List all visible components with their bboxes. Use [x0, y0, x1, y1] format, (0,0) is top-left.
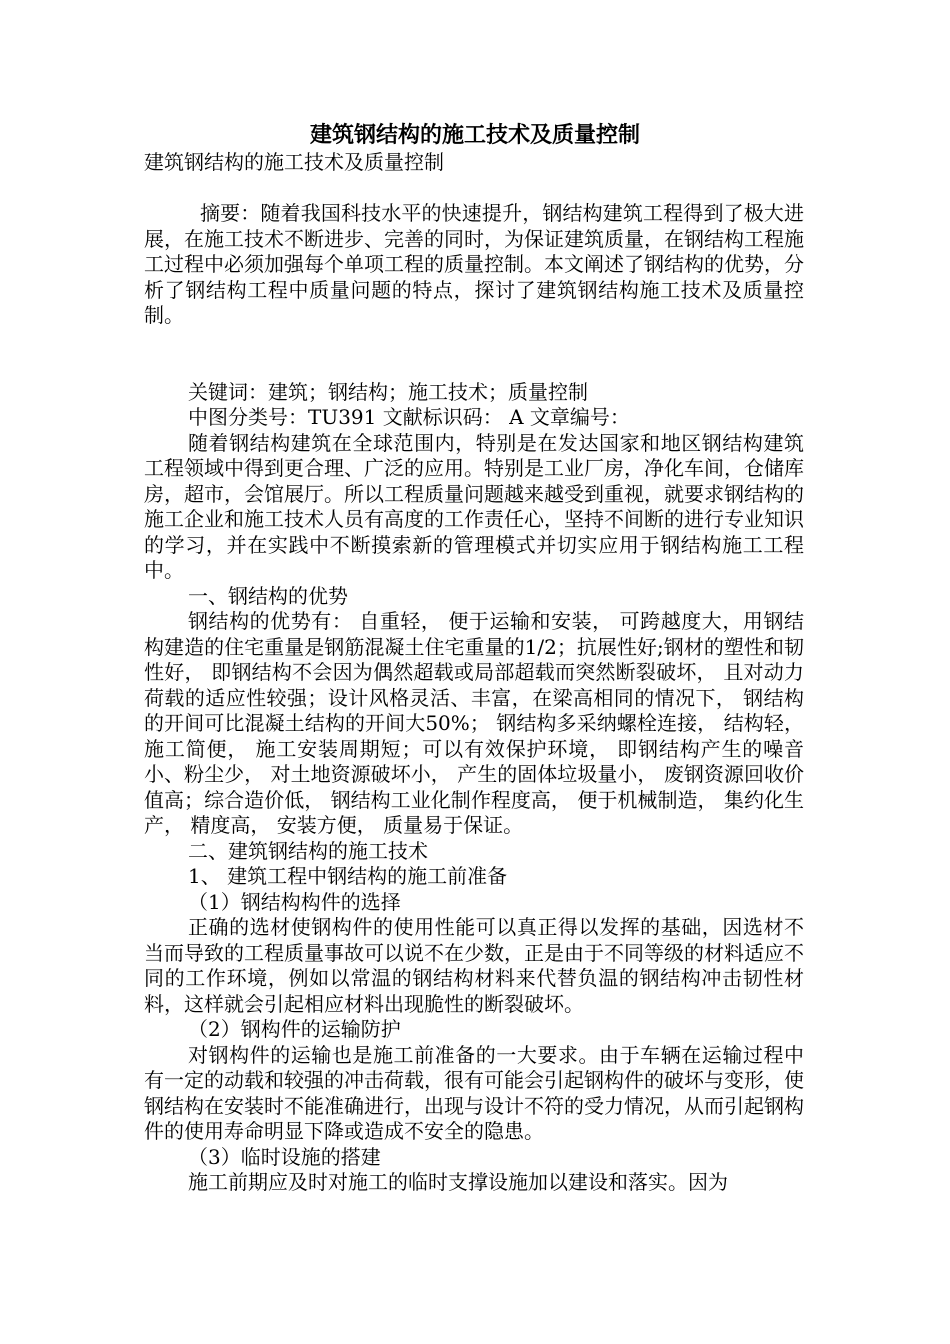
spacer: [144, 176, 804, 202]
spacer: [144, 329, 804, 355]
intro-paragraph: 随着钢结构建筑在全球范围内，特别是在发达国家和地区钢结构建筑工程领域中得到更合理、广泛的应用。特别是工业厂房，净化车间，仓储库房，超市，会馆展厅。所以工程质量问题越来越受到重视，就要求钢结构的施工企业和施工技术人员有高度的工作责任心，坚持不间断的进行专业知识的学习，并在实践中不断摸索新的管理模式并切实应用于钢结构施工工程中。: [144, 430, 804, 582]
document-body: [144, 150, 804, 1196]
section-1-paragraph: 钢结构的优势有： 自重轻， 便于运输和安装， 可跨越度大，用钢结构建造的住宅重量是钢筋混凝土住宅重量的1/2；抗展性好;钢材的塑性和韧性好， 即钢结构不会因为偶然超载或局部超载而突然断裂破坏， 且对动力荷载的适应性较强；设计风格灵活、丰富，在梁高相同的情况下， 钢结构的开间可比混凝土结构的开间大50%； 钢结构多采纳螺栓连接， 结构轻，施工简便， 施工安装周期短；可以有效保护环境， 即钢结构产生的噪音小、粉尘少， 对土地资源破坏小， 产生的固体垃圾量小， 废钢资源回收价值高；综合造价低， 钢结构工业化制作程度高， 便于机械制造， 集约化生产， 精度高， 安装方便， 质量易于保证。: [144, 609, 804, 837]
item-heading-1: （1）钢结构构件的选择: [188, 889, 401, 914]
abstract-paragraph: 摘要：随着我国科技水平的快速提升，钢结构建筑工程得到了极大进展，在施工技术不断进步、完善的同时，为保证建筑质量，在钢结构工程施工过程中必须加强每个单项工程的质量控制。本文阐述了钢结构的优势，分析了钢结构工程中质量问题的特点，探讨了建筑钢结构施工技术及质量控制。: [144, 201, 804, 327]
section-heading-1: 一、钢结构的优势: [188, 583, 348, 608]
classification-line: 中图分类号：TU391 文献标识码： A 文章编号：: [188, 405, 630, 429]
document-title: 建筑钢结构的施工技术及质量控制: [309, 123, 640, 148]
item-3-paragraph: 施工前期应及时对施工的临时支撑设施加以建设和落实。因为: [188, 1170, 728, 1194]
document-subtitle: 建筑钢结构的施工技术及质量控制: [144, 150, 444, 174]
spacer: [144, 354, 804, 380]
keywords-line: 关键词：建筑；钢结构；施工技术；质量控制: [188, 379, 588, 404]
section-heading-2: 二、建筑钢结构的施工技术: [188, 838, 428, 863]
item-heading-3: （3）临时设施的搭建: [188, 1144, 381, 1169]
item-1-paragraph: 正确的选材使钢构件的使用性能可以真正得以发挥的基础，因选材不当而导致的工程质量事故可以说不在少数，正是由于不同等级的材料适应不同的工作环境，例如以常温的钢结构材料来代替负温的钢结构冲击韧性材料，这样就会引起相应材料出现脆性的断裂破坏。: [144, 915, 804, 1016]
item-heading-2: （2）钢构件的运输防护: [188, 1017, 401, 1041]
item-2-paragraph: 对钢构件的运输也是施工前准备的一大要求。由于车辆在运输过程中有一定的动载和较强的冲击荷载，很有可能会引起钢构件的破坏与变形，使钢结构在安装时不能准确进行，出现与设计不符的受力情况，从而引起钢构件的使用寿命明显下降或造成不安全的隐患。: [144, 1042, 804, 1143]
subsection-heading-1: 1、 建筑工程中钢结构的施工前准备: [188, 864, 508, 888]
